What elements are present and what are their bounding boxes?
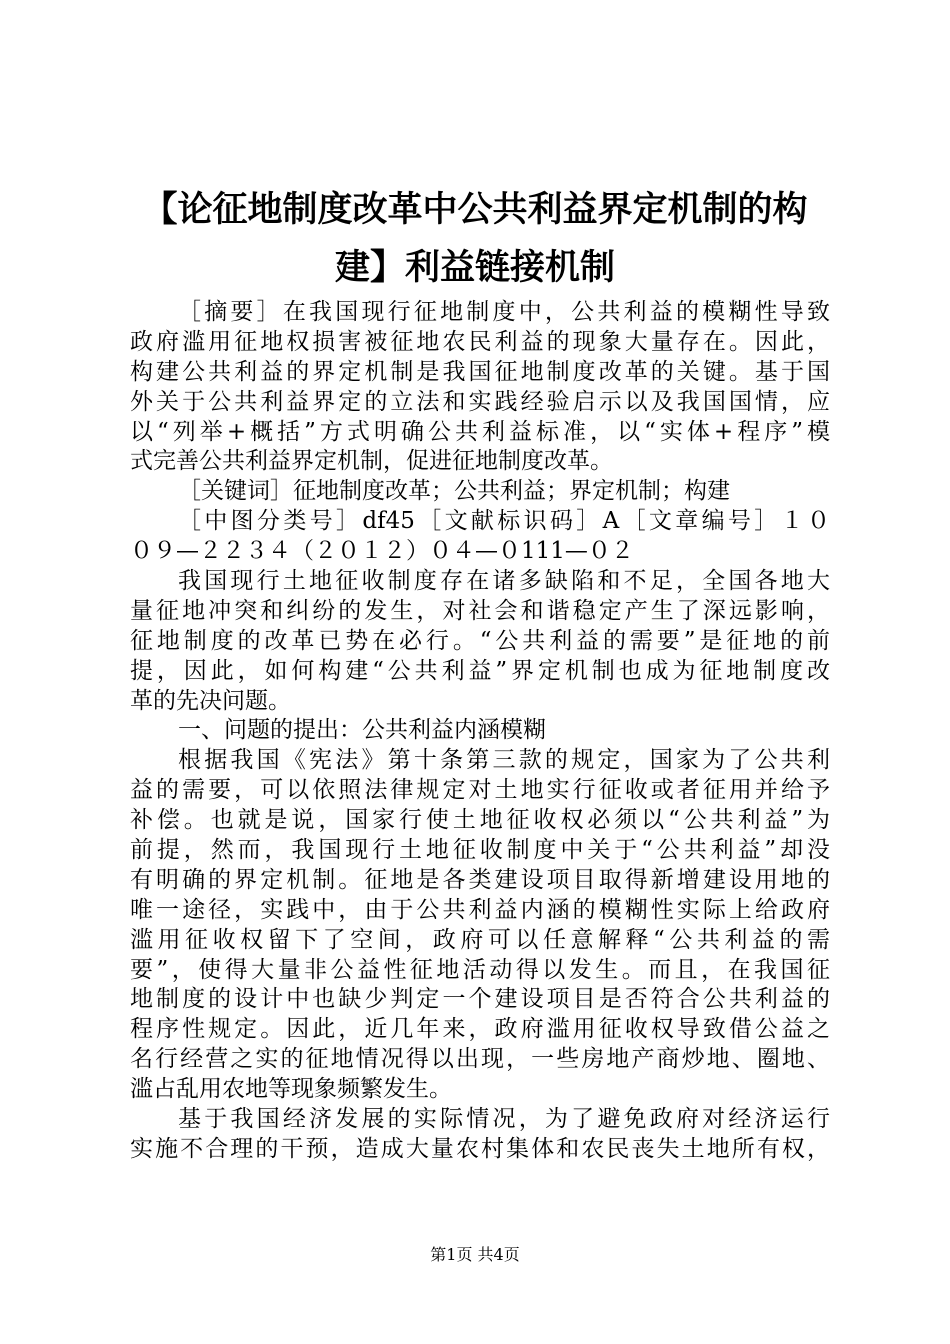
paragraph-line: 要”，使得大量非公益性征地活动得以发生。而且，在我国征: [130, 956, 830, 983]
paragraph-line: 根据我国《宪法》第十条第三款的规定，国家为了公共利: [178, 747, 830, 774]
paragraph-line: 我国现行土地征收制度存在诸多缺陷和不足，全国各地大: [178, 568, 830, 595]
paragraph-line: 地制度的设计中也缺少判定一个建设项目是否符合公共利益的: [130, 986, 830, 1013]
paragraph-line: 程序性规定。因此，近几年来，政府滥用征收权导致借公益之: [130, 1016, 830, 1043]
paragraph-line: 益的需要，可以依照法律规定对土地实行征收或者征用并给予: [130, 777, 830, 804]
section-heading: 一、问题的提出：公共利益内涵模糊: [178, 717, 546, 744]
paragraph-line: 唯一途径，实践中，由于公共利益内涵的模糊性实际上给政府: [130, 896, 830, 923]
abstract-line: 政府滥用征地权损害被征地农民利益的现象大量存在。因此，: [130, 328, 830, 355]
abstract-line: 式完善公共利益界定机制，促进征地制度改革。: [130, 448, 613, 475]
classification-line: ０９—２２３４（２０１２）０４—０111—０２: [130, 538, 634, 565]
paragraph-line: 有明确的界定机制。征地是各类建设项目取得新增建设用地的: [130, 866, 830, 893]
abstract-line: 以“列举+概括”方式明确公共利益标准，以“实体+程序”模: [130, 418, 830, 445]
abstract-line: 外关于公共利益界定的立法和实践经验启示以及我国国情，应: [130, 388, 830, 415]
classification-line: ［中图分类号］df45［文献标识码］A［文章编号］１０: [178, 508, 830, 535]
paragraph-line: 革的先决问题。: [130, 687, 291, 714]
paragraph-line: 基于我国经济发展的实际情况，为了避免政府对经济运行: [178, 1106, 830, 1133]
paragraph-line: 征地制度的改革已势在必行。“公共利益的需要”是征地的前: [130, 627, 830, 654]
paragraph-line: 前提，然而，我国现行土地征收制度中关于“公共利益”却没: [130, 837, 830, 864]
paragraph-line: 滥占乱用农地等现象频繁发生。: [130, 1076, 452, 1103]
paragraph-line: 提，因此，如何构建“公共利益”界定机制也成为征地制度改: [130, 657, 830, 684]
abstract-line: 构建公共利益的界定机制是我国征地制度改革的关键。基于国: [130, 358, 830, 385]
document-body: [130, 298, 830, 1165]
abstract-line: ［摘要］在我国现行征地制度中，公共利益的模糊性导致: [178, 299, 830, 325]
paragraph-line: 名行经营之实的征地情况得以出现，一些房地产商炒地、圈地、: [130, 1046, 830, 1073]
paragraph-line: 补偿。也就是说，国家行使土地征收权必须以“公共利益”为: [130, 807, 830, 834]
page-footer: 第1页 共4页: [430, 1245, 520, 1264]
paragraph-line: 滥用征收权留下了空间，政府可以任意解释“公共利益的需: [130, 926, 830, 953]
paragraph-line: 实施不合理的干预，造成大量农村集体和农民丧失土地所有权，: [130, 1135, 830, 1162]
keywords-line: ［关键词］征地制度改革；公共利益；界定机制；构建: [178, 478, 730, 505]
document-title-line-2: 建】利益链接机制: [334, 248, 615, 288]
document-title-line-1: 【论征地制度改革中公共利益界定机制的构: [142, 190, 808, 230]
paragraph-line: 量征地冲突和纠纷的发生，对社会和谐稳定产生了深远影响，: [130, 597, 830, 624]
